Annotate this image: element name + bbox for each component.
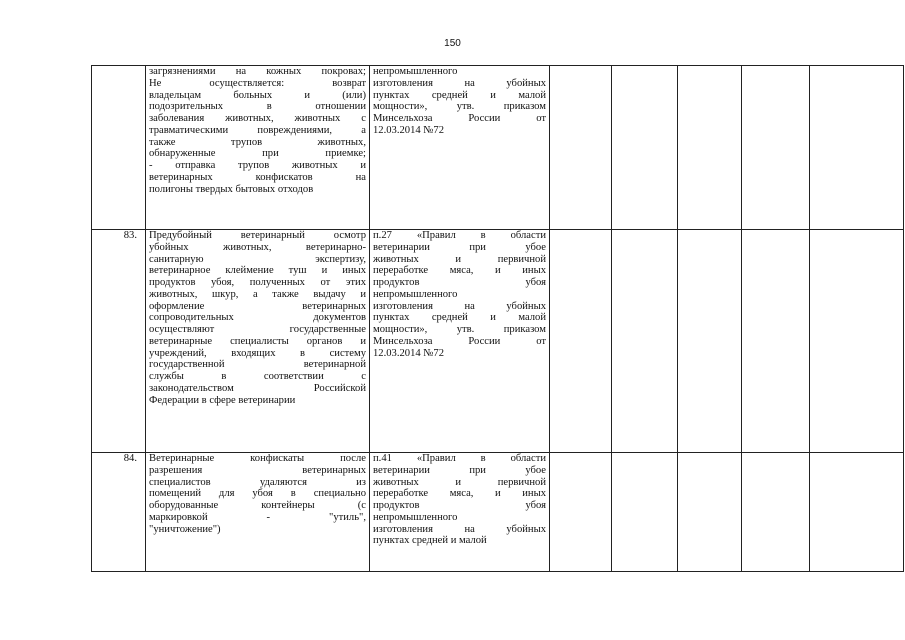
description-cell <box>146 230 370 453</box>
description-line: владельцам больных и (или) <box>149 89 366 101</box>
description-line: помещений для убоя в специально <box>149 488 366 500</box>
reference-cell <box>370 230 550 453</box>
description-line: маркировкой - "утиль", <box>149 511 366 523</box>
description-line: ветеринарные специалисты органов и <box>149 335 366 347</box>
description-line: Федерации в сфере ветеринарии <box>149 394 296 406</box>
reference-line: изготовления на убойных <box>373 77 546 89</box>
description-line: животных, шкур, а также выдачу и <box>149 288 366 300</box>
empty-cell <box>612 453 678 572</box>
description-line: оформление ветеринарных <box>149 300 366 312</box>
requirements-table <box>91 65 904 572</box>
description-line: загрязнениями на кожных покровах; <box>149 66 366 77</box>
reference-cell <box>370 453 550 572</box>
empty-cell <box>612 230 678 453</box>
reference-line: п.41 «Правил в области <box>373 453 546 464</box>
empty-cell <box>678 453 742 572</box>
reference-line: переработке мяса, и иных <box>373 488 546 500</box>
row-number: 83. <box>92 230 146 453</box>
reference-line: ветеринарии при убое <box>373 241 546 253</box>
description-line: Предубойный ветеринарный осмотр <box>149 230 366 241</box>
reference-line: мощности», утв. приказом <box>373 324 546 335</box>
reference-line: изготовления на убойных <box>373 300 546 312</box>
description-line: санитарную экспертизу, <box>149 253 366 265</box>
description-line: государственной ветеринарной <box>149 359 366 371</box>
row-number: 84. <box>92 453 146 572</box>
description-line: Не осуществляется: возврат <box>149 77 366 89</box>
table-row <box>92 453 904 572</box>
table-row <box>92 230 904 453</box>
empty-cell <box>550 453 612 572</box>
empty-cell <box>742 453 810 572</box>
reference-line: продуктов убоя <box>373 277 546 288</box>
description-line: сопроводительных документов <box>149 312 366 324</box>
empty-cell <box>612 66 678 230</box>
empty-cell <box>810 66 904 230</box>
reference-line: пунктах средней и малой <box>373 535 487 547</box>
reference-line: мощности», утв. приказом <box>373 101 546 113</box>
description-line: осуществляют государственные <box>149 324 366 335</box>
description-line: убойных животных, ветеринарно- <box>149 241 366 253</box>
description-line: - отправка трупов животных и <box>149 160 366 171</box>
reference-line: Минсельхоза России от <box>373 113 546 124</box>
description-line: законодательством Российской <box>149 382 366 394</box>
reference-line: ветеринарии при убое <box>373 464 546 476</box>
reference-line: непромышленного <box>373 511 458 523</box>
description-line: ветеринарных конфискатов на <box>149 171 366 183</box>
empty-cell <box>742 66 810 230</box>
reference-line: 12.03.2014 №72 <box>373 124 445 136</box>
description-line: также трупов животных, <box>149 136 366 148</box>
description-line: службы в соответствии с <box>149 371 366 382</box>
description-cell <box>146 66 370 230</box>
reference-line: продуктов убоя <box>373 500 546 511</box>
description-line: учреждений, входящих в систему <box>149 347 366 359</box>
empty-cell <box>678 66 742 230</box>
reference-line: Минсельхоза России от <box>373 335 546 347</box>
row-number <box>92 66 146 230</box>
reference-line: п.27 «Правил в области <box>373 230 546 241</box>
reference-line: 12.03.2014 №72 <box>373 347 445 359</box>
table-row <box>92 66 904 230</box>
reference-line: переработке мяса, и иных <box>373 265 546 277</box>
description-line: специалистов удаляются из <box>149 476 366 488</box>
description-line: Ветеринарные конфискаты после <box>149 453 366 464</box>
reference-line: непромышленного <box>373 288 458 300</box>
description-line: "уничтожение") <box>149 523 221 535</box>
page-number: 150 <box>444 38 461 49</box>
empty-cell <box>678 230 742 453</box>
reference-line: животных и первичной <box>373 476 546 488</box>
description-line: разрешения ветеринарных <box>149 464 366 476</box>
reference-cell <box>370 66 550 230</box>
empty-cell <box>742 230 810 453</box>
empty-cell <box>550 66 612 230</box>
reference-line: пунктах средней и малой <box>373 312 546 324</box>
description-line: оборудованные контейнеры (с <box>149 500 366 511</box>
description-line: заболевания животных, животных с <box>149 113 366 124</box>
reference-line: непромышленного <box>373 66 458 77</box>
description-line: подозрительных в отношении <box>149 101 366 113</box>
description-line: продуктов убоя, полученных от этих <box>149 277 366 288</box>
description-line: полигоны твердых бытовых отходов <box>149 183 314 195</box>
description-line: обнаруженные при приемке; <box>149 148 366 160</box>
reference-line: изготовления на убойных <box>373 523 546 535</box>
reference-line: животных и первичной <box>373 253 546 265</box>
description-cell <box>146 453 370 572</box>
empty-cell <box>550 230 612 453</box>
description-line: травматическими повреждениями, а <box>149 124 366 136</box>
reference-line: пунктах средней и малой <box>373 89 546 101</box>
description-line: ветеринарное клеймение туш и иных <box>149 265 366 277</box>
empty-cell <box>810 453 904 572</box>
empty-cell <box>810 230 904 453</box>
